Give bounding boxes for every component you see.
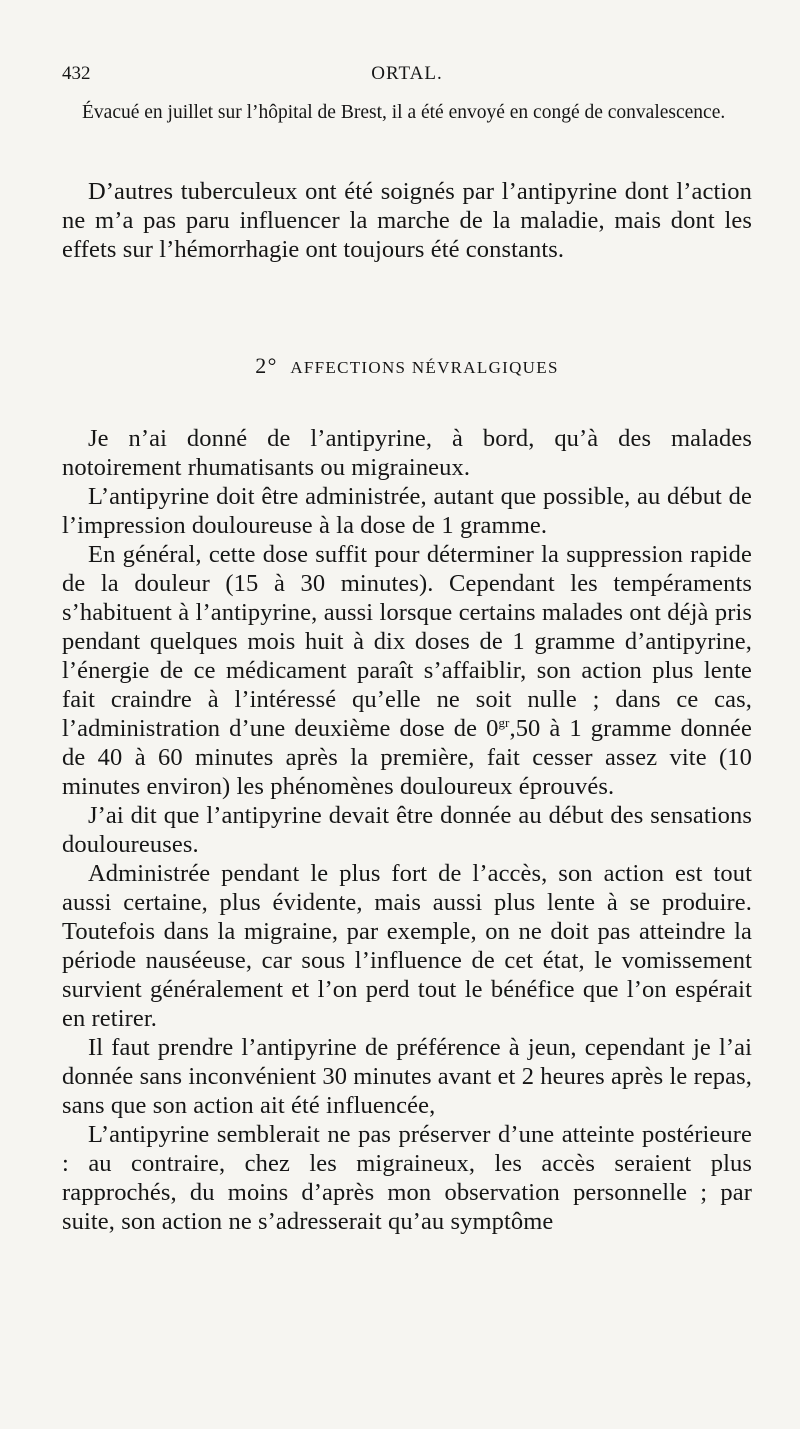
paragraph: J’ai dit que l’antipyrine devait être donnée au début des sensations douloureuses.: [62, 802, 752, 858]
section-title: AFFECTIONS NÉVRALGIQUES: [290, 358, 559, 377]
section-number: 2°: [255, 353, 278, 378]
paragraph-before-section: D’autres tuberculeux ont été soignés par l’antipyrine dont l’action ne m’a pas paru influencer la marche de la maladie, mais dont les effets sur l’hémorrhagie ont toujours été constants.: [62, 178, 752, 263]
paragraph: Administrée pendant le plus fort de l’accès, son action est tout aussi certaine, plus évidente, mais aussi plus lente à se produire. Toutefois dans la migraine, par exemple, on ne doit pas atteindre la période nauséeuse, car sous l’influence de cet état, le vomissement survient généralement et l’on perd tout le bénéfice que l’on espérait en retirer.: [62, 860, 752, 1032]
page-header: [62, 63, 752, 93]
running-title: ORTAL.: [371, 63, 443, 84]
page-number: 432: [62, 63, 91, 84]
paragraph: Je n’ai donné de l’antipyrine, à bord, qu’à des malades notoirement rhumatisants ou migraineux.: [62, 425, 752, 481]
paragraph: L’antipyrine semblerait ne pas préserver d’une atteinte postérieure : au contraire, chez les migraineux, les accès seraient plus rapprochés, du moins d’après mon observation personnelle ; par suite, son action ne s’adresserait qu’au symptôme: [62, 1121, 752, 1235]
paragraph: L’antipyrine doit être administrée, autant que possible, au début de l’impression douloureuse à la dose de 1 gramme.: [62, 483, 752, 539]
paragraph-text: En général, cette dose suffit pour déterminer la suppression rapide de la douleur (15 à 30 minutes). Cependant les tempéraments s’habituent à l’antipyrine, aussi lorsque certains malades ont déjà pris pendant quelques mois huit à dix doses de 1 gramme d’antipyrine, l’énergie de ce médicament paraît s’affaiblir, son action plus lente fait craindre à l’intéressé qu’elle ne soit nulle ; dans ce cas, l’administration d’une deuxième dose de 0: [62, 541, 752, 742]
paragraph: Il faut prendre l’antipyrine de préférence à jeun, cependant je l’ai donnée sans inconvénient 30 minutes avant et 2 heures après le repas, sans que son action ait été influencée,: [62, 1034, 752, 1119]
main-text: [62, 424, 752, 1236]
paragraph: [62, 540, 752, 801]
section-heading: [62, 353, 752, 379]
dose-superscript: gr: [498, 714, 510, 730]
paragraph-text-continued: ,50 à 1 gramme donnée de 40 à 60 minutes après la première, fait cesser assez vite (10 minutes environ) les phénomènes douloureux éprouvés.: [62, 715, 752, 800]
intro-note: Évacué en juillet sur l’hôpital de Brest, il a été envoyé en congé de convalescence.: [82, 102, 726, 123]
